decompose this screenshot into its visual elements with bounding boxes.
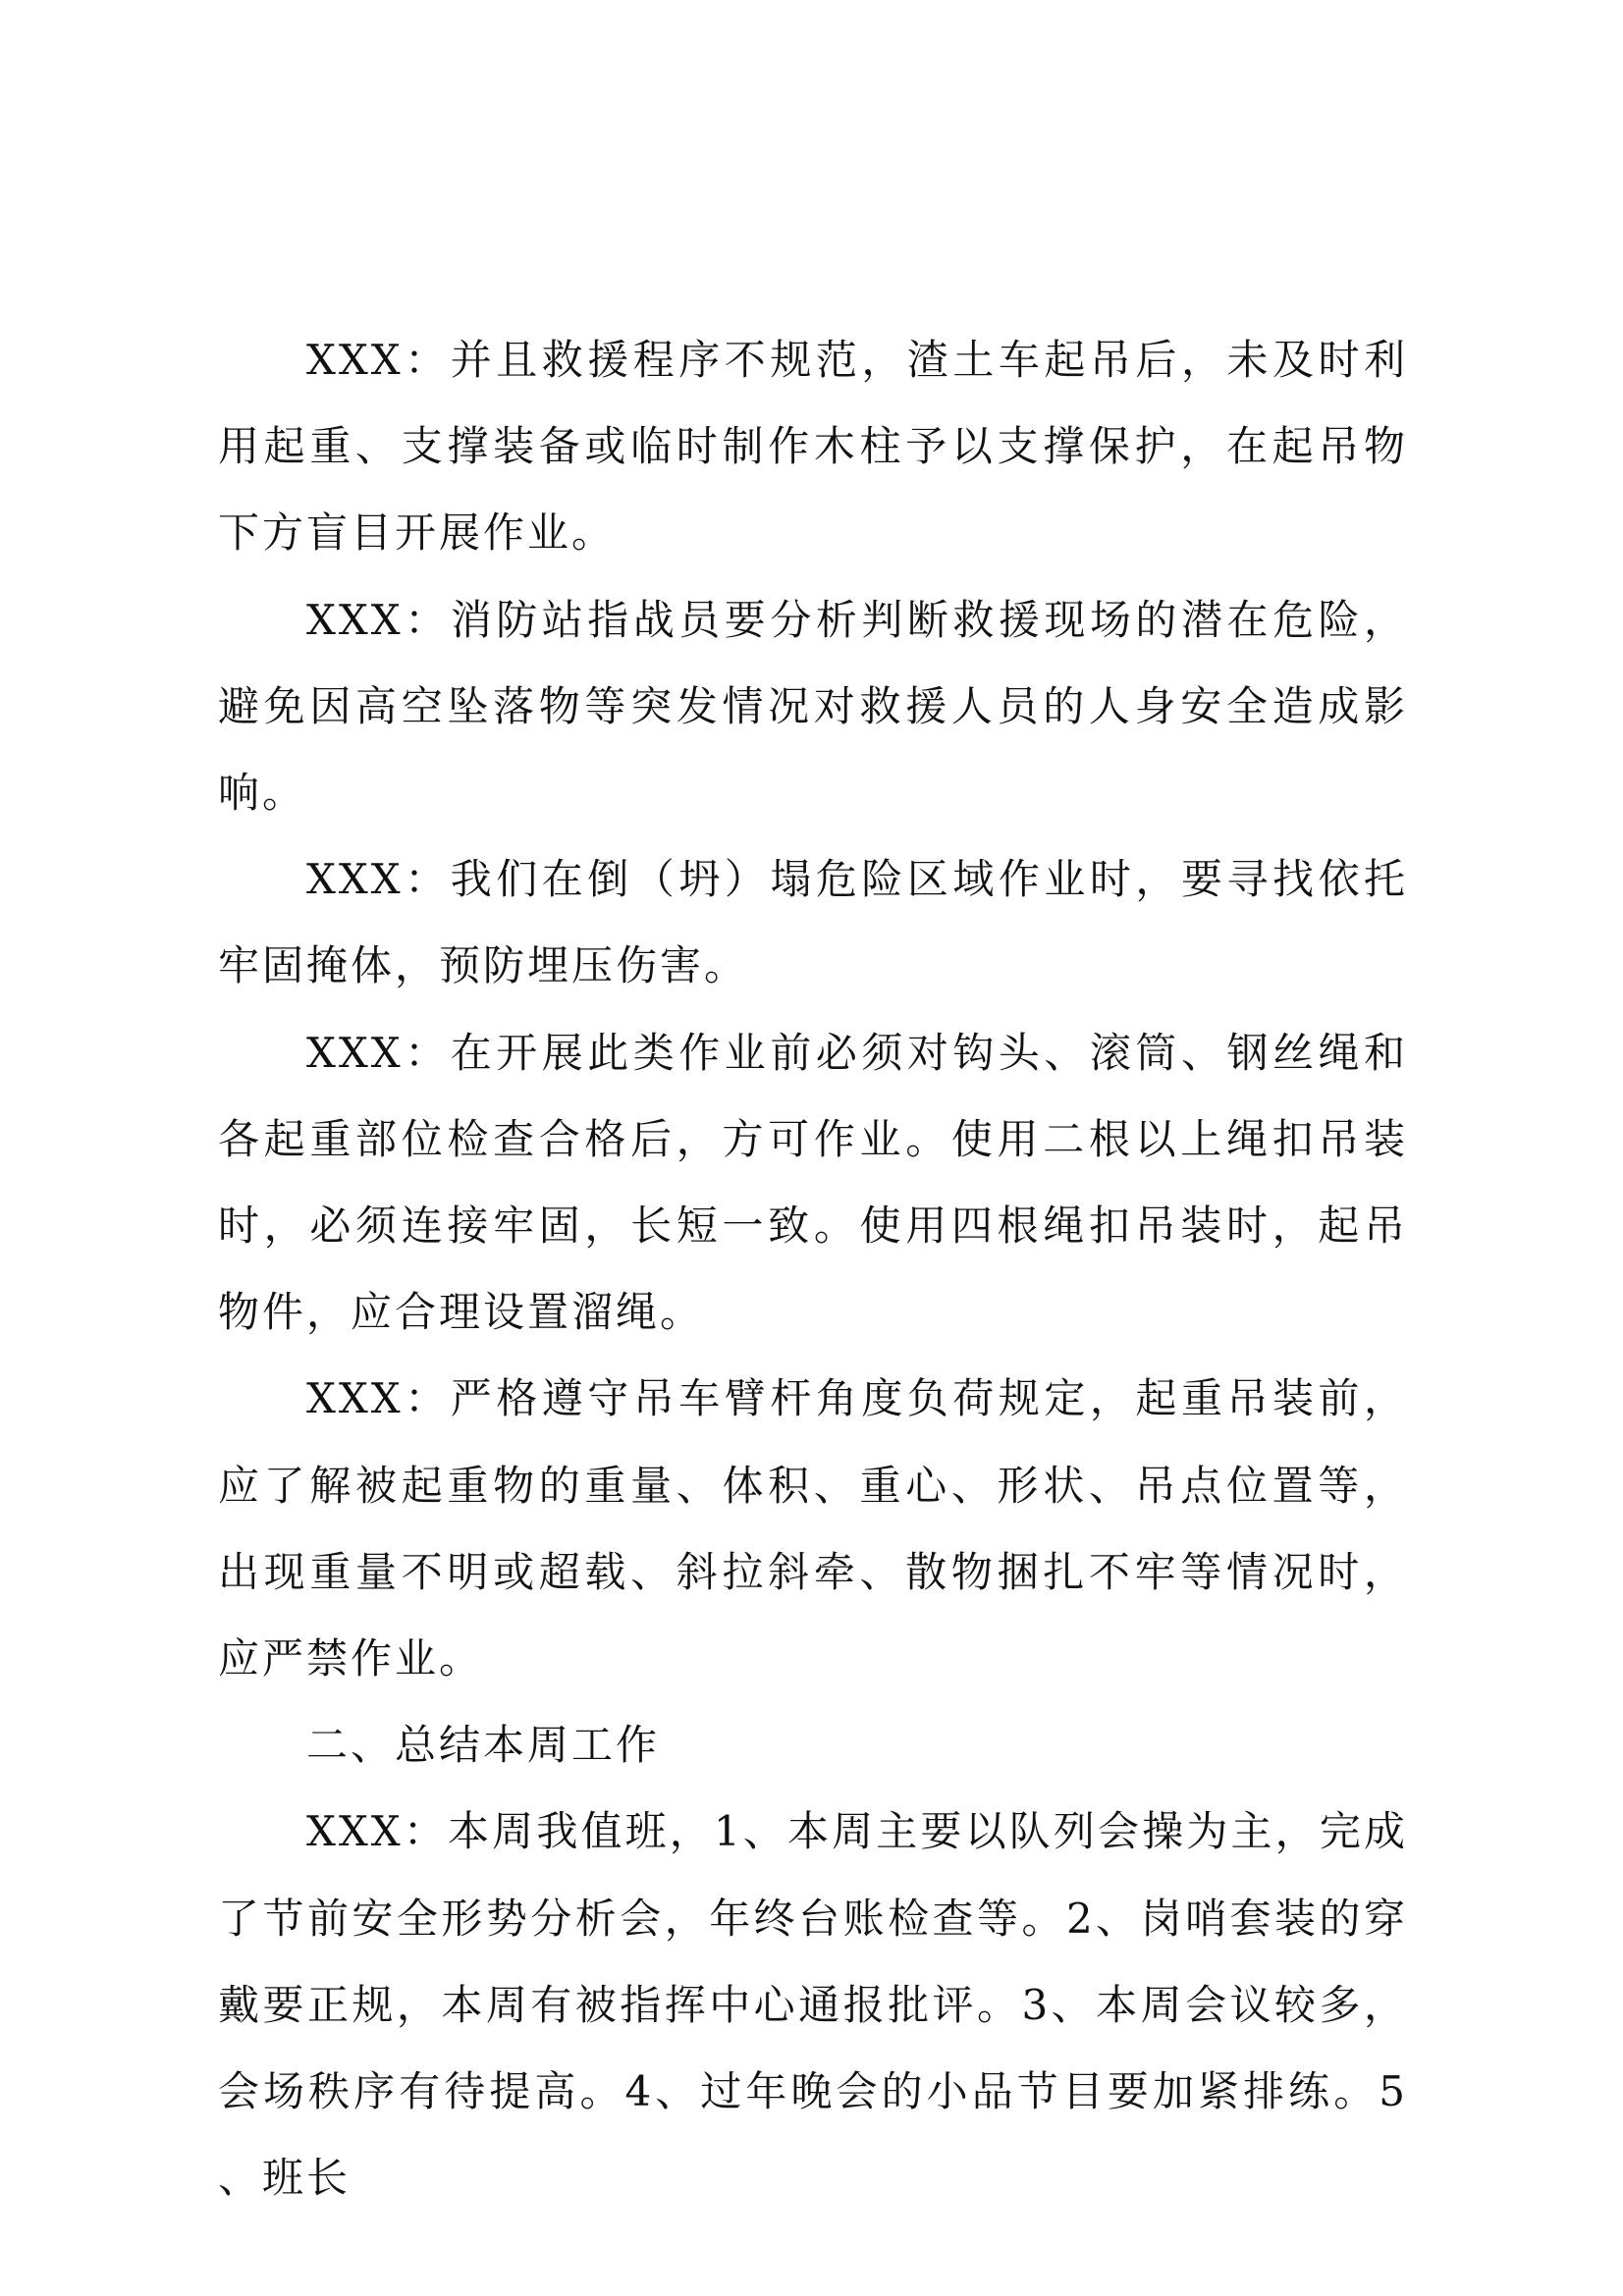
paragraph-rigging-inspection: XXX：在开展此类作业前必须对钩头、滚筒、钢丝绳和各起重部位检查合格后，方可作业。使用二根以上绳扣吊装时，必须连接牢固，长短一致。使用四根绳扣吊装时，起吊物件，应合理设置溜绳。 [218,1028,1408,1337]
paragraph-crane-load-rules: XXX：严格遵守吊车臂杆角度负荷规定，起重吊装前，应了解被起重物的重量、体积、重心、形状、吊点位置等，出现重量不明或超载、斜拉斜牵、散物捆扎不牢等情况时，应严禁作业。 [218,1374,1408,1683]
section-heading: 二、总结本周工作 [306,1721,661,1770]
paragraph-hazard-analysis: XXX：消防站指战员要分析判断救援现场的潜在危险，避免因高空坠落物等突发情况对救援人员的人身安全造成影响。 [218,595,1408,818]
document-body [218,317,1408,2221]
paragraph-weekly-summary: XXX：本周我值班，1、本周主要以队列会操为主，完成了节前安全形势分析会，年终台账检查等。2、岗哨套装的穿戴要正规，本周有被指挥中心通报批评。3、本周会议较多，会场秩序有待提高。4、过年晚会的小品节目要加紧排练。5、班长 [218,1807,1408,2203]
paragraph-collapse-zone: XXX：我们在倒（坍）塌危险区域作业时，要寻找依托牢固掩体，预防埋压伤害。 [218,855,1408,990]
paragraph-rescue-procedure: XXX：并且救援程序不规范，渣土车起吊后，未及时利用起重、支撑装备或临时制作木柱予以支撑保护，在起吊物下方盲目开展作业。 [218,336,1408,558]
